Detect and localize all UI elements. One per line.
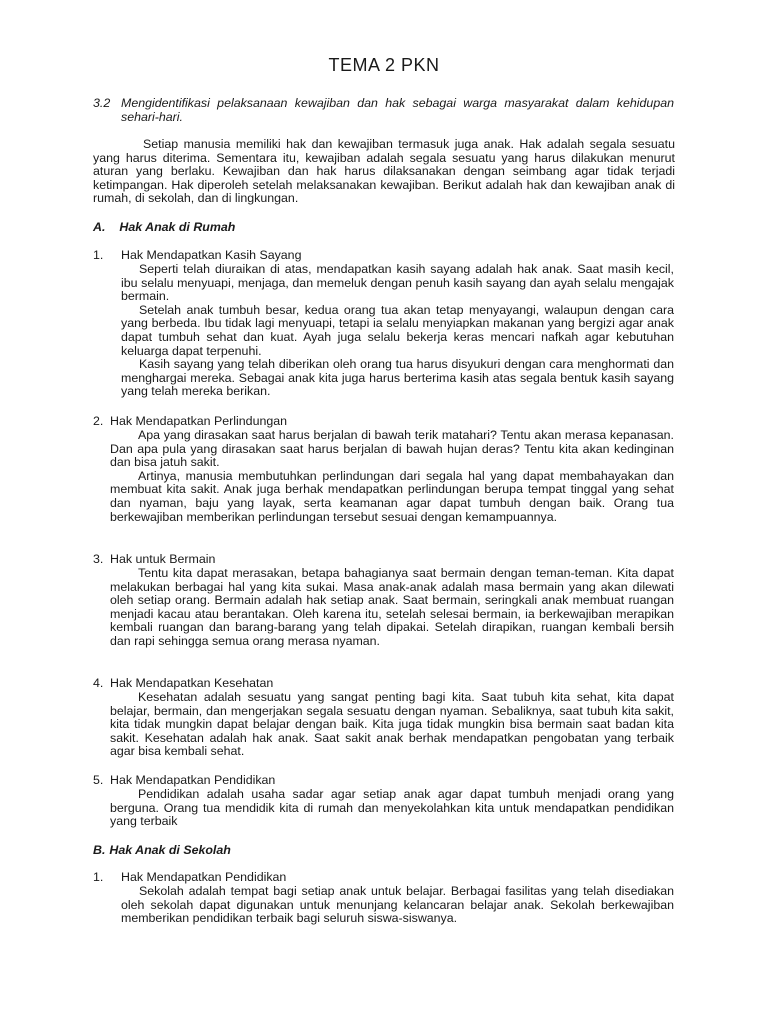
item-title: Hak Mendapatkan Pendidikan — [121, 870, 287, 884]
item-paragraph: Setelah anak tumbuh besar, kedua orang tua akan tetap menyayangi, walaupun dengan cara yang berbeda. Ibu tidak lagi menyuapi, tetapi ia selalu menyiapkan makanan yang bergizi agar anak dapat tumbuh sehat dan kuat. Ayah juga selalu bekerja keras mencari nafkah agar kebutuhan keluarga dapat terpenuhi. — [121, 302, 674, 358]
section-b-title: Hak Anak di Sekolah — [109, 843, 231, 857]
item-number: 3. — [93, 552, 104, 566]
item-body — [110, 691, 674, 759]
item-body — [110, 567, 674, 649]
item-title: Hak Mendapatkan Perlindungan — [110, 414, 288, 428]
item-number: 1. — [93, 870, 104, 884]
objective-number: 3.2 — [93, 96, 111, 110]
section-a-letter: A. — [93, 220, 106, 234]
item-paragraph: Artinya, manusia membutuhkan perlindungan dari segala hal yang dapat membahayakan dan membuat kita sakit. Anak juga berhak mendapatkan perlindungan berupa tempat tinggal yang sehat dan nyaman, baju yang layak, serta keamanan agar dapat tumbuh dengan baik. Orang tua berkewajiban memberikan perlindungan tersebut sesuai dengan kemampuannya. — [110, 468, 674, 524]
item-paragraph: Pendidikan adalah usaha sadar agar setiap anak agar dapat tumbuh menjadi orang yang berguna. Orang tua mendidik kita di rumah dan menyekolahkan kita untuk mendapatkan pendidikan yang terbaik — [110, 787, 674, 829]
item-body — [110, 788, 674, 829]
objective-text: Mengidentifikasi pelaksanaan kewajiban dan hak sebagai warga masyarakat dalam kehidupan sehari-hari. — [121, 96, 674, 124]
section-a-heading — [93, 221, 235, 235]
item-paragraph: Apa yang dirasakan saat harus berjalan di bawah terik matahari? Tentu akan merasa kepanasan. Dan apa pula yang dirasakan saat harus berjalan di bawah hujan deras? Tentu kita akan kedinginan dan bisa jatuh sakit. — [110, 428, 674, 470]
item-paragraph: Tentu kita dapat merasakan, betapa bahagianya saat bermain dengan teman-teman. Kita dapat melakukan berbagai hal yang kita sukai. Masa anak-anak adalah masa bermain yang akan dilewati oleh setiap orang. Bermain adalah hak setiap anak. Saat bermain, seringkali anak membuat ruangan menjadi kacau atau berantakan. Oleh karena itu, setelah selesai bermain, ia berkewajiban merapikan kembali ruangan dan barang-barang yang telah dipakai. Setelah dirapikan, ruangan kembali bersih dan rapi sehingga semua orang merasa nyaman. — [110, 566, 674, 648]
item-body — [121, 885, 674, 926]
section-b-letter: B. — [93, 843, 106, 857]
item-title: Hak Mendapatkan Kasih Sayang — [121, 248, 302, 262]
intro-paragraph: Setiap manusia memiliki hak dan kewajiban termasuk juga anak. Hak adalah segala sesuatu yang harus diterima. Sementara itu, kewajiban adalah segala sesuatu yang harus dilakukan menurut aturan yang berlaku. Kewajiban dan hak harus dilaksanakan dengan seimbang agar tidak terjadi ketimpangan. Hak diperoleh setelah melaksanakan kewajiban. Berikut adalah hak dan kewajiban anak di rumah, di sekolah, dan di lingkungan. — [93, 137, 675, 206]
item-body — [110, 429, 674, 524]
page-title: TEMA 2 PKN — [328, 55, 440, 75]
item-paragraph: Kesehatan adalah sesuatu yang sangat penting bagi kita. Saat tubuh kita sehat, kita dapat belajar, bermain, dan mengerjakan segala sesuatu dengan nyaman. Sebaliknya, saat tubuh kita sakit, kita tidak mungkin dapat belajar dengan baik. Kita juga tidak mungkin bisa bermain saat badan kita sakit. Kesehatan adalah hak anak. Saat sakit anak berhak mendapatkan pengobatan yang terbaik agar bisa kembali sehat. — [110, 690, 674, 759]
item-number: 1. — [93, 248, 104, 262]
item-title: Hak Mendapatkan Kesehatan — [110, 676, 274, 690]
item-paragraph: Sekolah adalah tempat bagi setiap anak untuk belajar. Berbagai fasilitas yang telah disediakan oleh sekolah dapat digunakan untuk menunjang kelancaran belajar anak. Sekolah berkewajiban memberikan pendidikan terbaik bagi seluruh siswa-siswanya. — [121, 884, 674, 926]
item-title: Hak untuk Bermain — [110, 552, 216, 566]
item-body — [121, 263, 674, 399]
item-number: 2. — [93, 414, 104, 428]
item-title: Hak Mendapatkan Pendidikan — [110, 773, 276, 787]
item-number: 4. — [93, 676, 104, 690]
section-b-heading — [93, 844, 231, 858]
section-a-title: Hak Anak di Rumah — [119, 220, 236, 234]
item-paragraph: Kasih sayang yang telah diberikan oleh orang tua harus disyukuri dengan cara menghormati dan menghargai mereka. Sebagai anak kita juga harus berterima kasih atas segala bentuk kasih sayang yang telah mereka berikan. — [121, 357, 674, 399]
item-number: 5. — [93, 773, 104, 787]
item-paragraph: Seperti telah diuraikan di atas, mendapatkan kasih sayang adalah hak anak. Saat masih kecil, ibu selalu menyuapi, menjaga, dan memeluk dengan penuh kasih sayang dan ayah selalu mengajak bermain. — [121, 262, 674, 304]
